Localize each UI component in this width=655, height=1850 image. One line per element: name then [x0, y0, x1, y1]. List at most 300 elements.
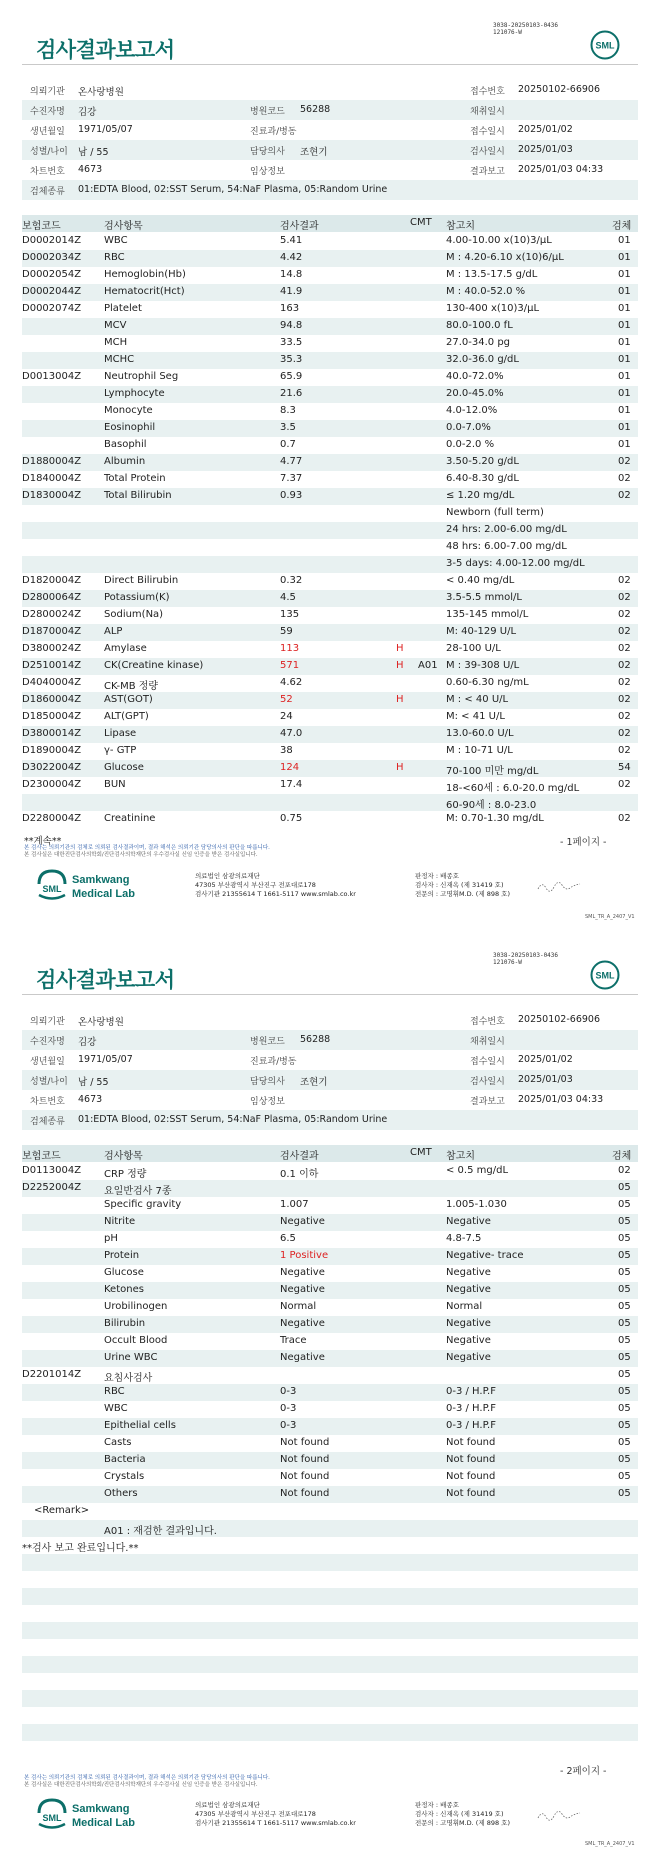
test-result: 0.93 — [280, 490, 303, 501]
test-item: Glucose — [104, 1267, 144, 1278]
specimen-code: 02 — [618, 677, 631, 688]
specimen-code: 05 — [618, 1403, 631, 1414]
table-row — [22, 505, 638, 522]
specimen-code: 01 — [618, 252, 631, 263]
test-result: 59 — [280, 626, 293, 637]
collected-label: 채취일시 — [470, 1037, 505, 1047]
insurance-code: D0002044Z — [22, 286, 82, 297]
signature-icon — [536, 879, 586, 893]
test-item: Basophil — [104, 439, 147, 450]
test-item: ALT(GPT) — [104, 711, 149, 722]
table-row — [22, 267, 638, 284]
doctor-value: 조현기 — [300, 1077, 328, 1088]
specimen-label: 검체종류 — [30, 187, 65, 197]
table-row — [22, 1350, 638, 1367]
col-ref: 참고치 — [446, 221, 475, 232]
reference-range: M : 39-308 U/L — [446, 660, 520, 671]
test-item: AST(GOT) — [104, 694, 153, 705]
test-item: Epithelial cells — [104, 1420, 176, 1431]
reference-range: Negative — [446, 1216, 491, 1227]
specimen-code: 05 — [618, 1284, 631, 1295]
test-result: 0-3 — [280, 1420, 297, 1431]
reference-range: Not found — [446, 1488, 496, 1499]
reference-range: 18-<60세 : 6.0-20.0 mg/dL — [446, 783, 580, 794]
test-result: Not found — [280, 1488, 330, 1499]
test-result: Not found — [280, 1437, 330, 1448]
reference-range: 80.0-100.0 fL — [446, 320, 513, 331]
specimen-code: 01 — [618, 337, 631, 348]
test-item: MCV — [104, 320, 127, 331]
test-item: BUN — [104, 779, 126, 790]
page-number: - 1페이지 - — [560, 837, 607, 848]
reference-range: Not found — [446, 1437, 496, 1448]
specimen-code: 05 — [618, 1267, 631, 1278]
test-item: MCHC — [104, 354, 135, 365]
insurance-code: D0002014Z — [22, 235, 82, 246]
specimen-code: 05 — [618, 1420, 631, 1431]
table-row — [22, 437, 638, 454]
test-item: CK-MB 정량 — [104, 681, 159, 692]
svg-text:Medical Lab: Medical Lab — [72, 888, 135, 900]
table-row — [22, 607, 638, 624]
test-item: Ketones — [104, 1284, 144, 1295]
test-result: 0-3 — [280, 1403, 297, 1414]
reference-range: 3.5-5.5 mmol/L — [446, 592, 522, 603]
barcode-text: 3038-20250103-0436 121076-W — [493, 952, 559, 966]
test-result: 65.9 — [280, 371, 303, 382]
test-result: 3.5 — [280, 422, 296, 433]
test-result: 163 — [280, 303, 300, 314]
accession-label: 접수번호 — [470, 1017, 505, 1027]
test-result: 33.5 — [280, 337, 303, 348]
remark-row — [22, 1537, 638, 1554]
specimen-code: 02 — [618, 643, 631, 654]
table-row — [22, 1248, 638, 1265]
cmt-code: A01 — [418, 660, 438, 671]
insurance-code: D2300004Z — [22, 779, 82, 790]
patient-label: 수진자명 — [30, 1037, 65, 1047]
insurance-code: D1860004Z — [22, 694, 82, 705]
empty-row — [22, 1690, 638, 1707]
reference-range: ≤ 1.20 mg/dL — [446, 490, 515, 501]
table-row — [22, 250, 638, 267]
reference-range: 28-100 U/L — [446, 643, 501, 654]
reported-value: 2025/01/03 04:33 — [518, 164, 604, 175]
signature-icon — [536, 1808, 586, 1822]
reference-range: < 0.5 mg/dL — [446, 1165, 509, 1176]
reference-range: 3.50-5.20 g/dL — [446, 456, 519, 467]
test-item: RBC — [104, 252, 125, 263]
lab-address: 의료법인 삼광의료재단 47305 부산광역시 부산진구 전포대로178 검사기관 21355614 T 1661-5117 www.smlab.co.kr — [195, 872, 356, 898]
form-code: SML_TR_A_2407_V1 — [585, 1841, 635, 1847]
reference-range: 13.0-60.0 U/L — [446, 728, 514, 739]
tested-label: 검사일시 — [470, 147, 505, 157]
reference-range: 130-400 x(10)3/μL — [446, 303, 540, 314]
col-cmt: CMT — [410, 1147, 432, 1158]
col-item: 검사항목 — [104, 221, 143, 232]
test-result: 1.007 — [280, 1199, 309, 1210]
empty-row — [22, 1724, 638, 1741]
specimen-code: 01 — [618, 269, 631, 280]
test-result: Not found — [280, 1471, 330, 1482]
test-result: 21.6 — [280, 388, 303, 399]
specimen-code: 05 — [618, 1471, 631, 1482]
dept-label: 진료과/병동 — [250, 1057, 297, 1067]
test-item: Occult Blood — [104, 1335, 168, 1346]
test-result: 47.0 — [280, 728, 303, 739]
table-row — [22, 556, 638, 573]
test-item: MCH — [104, 337, 128, 348]
specimen-code: 01 — [618, 439, 631, 450]
test-result: Trace — [280, 1335, 307, 1346]
test-item: γ- GTP — [104, 745, 137, 756]
svg-text:SML: SML — [42, 884, 62, 894]
specimen-code: 54 — [618, 762, 631, 773]
test-item: Bilirubin — [104, 1318, 146, 1329]
samkwang-logo-icon — [36, 1795, 146, 1835]
specimen-code: 01 — [618, 303, 631, 314]
empty-row — [22, 1571, 638, 1588]
patient-label: 수진자명 — [30, 107, 65, 117]
reference-range: Negative- trace — [446, 1250, 524, 1261]
test-item: Monocyte — [104, 405, 153, 416]
test-result: Not found — [280, 1454, 330, 1465]
test-item: Total Bilirubin — [104, 490, 172, 501]
reference-range: 4.00-10.00 x(10)3/μL — [446, 235, 552, 246]
table-row — [22, 284, 638, 301]
signatures: 판정자 : 배종호 검사자 : 신재옥 (제 31419 호) 전문의 : 고명휘M.D. (제 898 호) — [415, 1801, 510, 1827]
results-table-header — [22, 1145, 638, 1162]
signatures: 판정자 : 배종호 검사자 : 신재옥 (제 31419 호) 전문의 : 고명휘M.D. (제 898 호) — [415, 872, 510, 898]
insurance-code: D1830004Z — [22, 490, 82, 501]
tested-value: 2025/01/03 — [518, 1074, 573, 1085]
reference-range: M : 4.20-6.10 x(10)6/μL — [446, 252, 564, 263]
reference-range: 1.005-1.030 — [446, 1199, 507, 1210]
lab-address: 의료법인 삼광의료재단 47305 부산광역시 부산진구 전포대로178 검사기관 21355614 T 1661-5117 www.smlab.co.kr — [195, 1801, 356, 1827]
table-row — [22, 709, 638, 726]
empty-row — [22, 1673, 638, 1690]
reference-range: 60-90세 : 8.0-23.0 — [446, 800, 537, 811]
doctor-label: 담당의사 — [250, 147, 285, 157]
test-item: Protein — [104, 1250, 140, 1261]
insurance-code: D2510014Z — [22, 660, 82, 671]
empty-row — [22, 1707, 638, 1724]
reference-range: < 0.40 mg/dL — [446, 575, 515, 586]
reference-range: Not found — [446, 1454, 496, 1465]
test-item: 요침사검사 — [104, 1373, 153, 1384]
test-item: Total Protein — [104, 473, 166, 484]
table-row — [22, 1469, 638, 1486]
reported-label: 결과보고 — [470, 167, 505, 177]
hospital-label: 의뢰기관 — [30, 87, 65, 97]
test-item: Specific gravity — [104, 1199, 182, 1210]
reference-range: 0-3 / H.P.F — [446, 1386, 496, 1397]
form-code: SML_TR_A_2407_V1 — [585, 914, 635, 920]
table-row — [22, 1282, 638, 1299]
report-title: 검사결과보고서 — [36, 968, 175, 992]
test-item: Bacteria — [104, 1454, 146, 1465]
specimen-value: 01:EDTA Blood, 02:SST Serum, 54:NaF Plasma, 05:Random Urine — [78, 1114, 388, 1125]
test-item: Neutrophil Seg — [104, 371, 179, 382]
test-result: Negative — [280, 1352, 325, 1363]
table-row — [22, 386, 638, 403]
footer-note-2: 본 검사실은 대한진단검사의학회/진단검사의학재단의 우수검사실 신임 인증을 받은 검사실입니다. — [24, 852, 258, 858]
reference-range: 0-3 / H.P.F — [446, 1403, 496, 1414]
test-item: Creatinine — [104, 813, 156, 824]
specimen-label: 검체종류 — [30, 1117, 65, 1127]
dob-value: 1971/05/07 — [78, 1054, 133, 1065]
hospital-code-label: 병원코드 — [250, 107, 285, 117]
reference-range: 24 hrs: 2.00-6.00 mg/dL — [446, 524, 567, 535]
reference-range: 32.0-36.0 g/dL — [446, 354, 519, 365]
test-item: WBC — [104, 235, 128, 246]
test-item: Crystals — [104, 1471, 145, 1482]
table-row — [22, 1197, 638, 1214]
accession-value: 20250102-66906 — [518, 1014, 601, 1025]
test-result: 4.5 — [280, 592, 296, 603]
specimen-code: 01 — [618, 354, 631, 365]
test-item: Platelet — [104, 303, 142, 314]
test-item: Glucose — [104, 762, 144, 773]
tested-value: 2025/01/03 — [518, 144, 573, 155]
sml-logo-icon — [590, 30, 620, 60]
reference-range: 40.0-72.0% — [446, 371, 504, 382]
specimen-code: 02 — [618, 694, 631, 705]
table-row — [22, 1180, 638, 1197]
reference-range: 0-3 / H.P.F — [446, 1420, 496, 1431]
specimen-code: 02 — [618, 728, 631, 739]
test-result: 113 — [280, 643, 300, 654]
table-row — [22, 573, 638, 590]
patient-value: 김강 — [78, 1037, 97, 1048]
specimen-code: 02 — [618, 490, 631, 501]
table-row — [22, 471, 638, 488]
dob-label: 생년월일 — [30, 127, 65, 137]
test-item: pH — [104, 1233, 118, 1244]
sml-logo-icon — [590, 960, 620, 990]
reference-range: 20.0-45.0% — [446, 388, 504, 399]
table-row — [22, 1367, 638, 1384]
tested-label: 검사일시 — [470, 1077, 505, 1087]
specimen-code: 01 — [618, 388, 631, 399]
insurance-code: D1890004Z — [22, 745, 82, 756]
insurance-code: D2800024Z — [22, 609, 82, 620]
dept-label: 진료과/병동 — [250, 127, 297, 137]
insurance-code: D0002074Z — [22, 303, 82, 314]
test-item: Albumin — [104, 456, 146, 467]
specimen-code: 02 — [618, 813, 631, 824]
col-spec: 검체 — [612, 1151, 632, 1162]
received-value: 2025/01/02 — [518, 1054, 573, 1065]
table-row — [22, 318, 638, 335]
remark-row — [22, 1520, 638, 1537]
specimen-code: 05 — [618, 1335, 631, 1346]
specimen-code: 05 — [618, 1233, 631, 1244]
svg-text:Samkwang: Samkwang — [72, 1803, 130, 1815]
patient-value: 김강 — [78, 107, 97, 118]
test-result: 571 — [280, 660, 300, 671]
table-row — [22, 1265, 638, 1282]
test-result: 17.4 — [280, 779, 303, 790]
hospital-code-label: 병원코드 — [250, 1037, 285, 1047]
page-number: - 2페이지 - — [560, 1766, 607, 1777]
table-row — [22, 1401, 638, 1418]
test-result: 8.3 — [280, 405, 296, 416]
chart-value: 4673 — [78, 164, 103, 175]
accession-value: 20250102-66906 — [518, 84, 601, 95]
results-table-header — [22, 215, 638, 232]
test-item: Sodium(Na) — [104, 609, 164, 620]
empty-row — [22, 1656, 638, 1673]
test-item: Direct Bilirubin — [104, 575, 179, 586]
specimen-code: 05 — [618, 1199, 631, 1210]
reference-range: Negative — [446, 1335, 491, 1346]
test-result: 1 Positive — [280, 1250, 329, 1261]
reference-range: 48 hrs: 6.00-7.00 mg/dL — [446, 541, 567, 552]
specimen-value: 01:EDTA Blood, 02:SST Serum, 54:NaF Plasma, 05:Random Urine — [78, 184, 388, 195]
test-item: Urine WBC — [104, 1352, 158, 1363]
test-item: Hematocrit(Hct) — [104, 286, 185, 297]
specimen-code: 01 — [618, 405, 631, 416]
table-row — [22, 590, 638, 607]
test-result: 0.7 — [280, 439, 296, 450]
test-result: 41.9 — [280, 286, 303, 297]
test-result: 0.1 이하 — [280, 1169, 319, 1180]
reference-range: 135-145 mmol/L — [446, 609, 529, 620]
reference-range: Newborn (full term) — [446, 507, 544, 518]
test-result: 5.41 — [280, 235, 303, 246]
specimen-code: 02 — [618, 575, 631, 586]
insurance-code: D1850004Z — [22, 711, 82, 722]
insurance-code: D0013004Z — [22, 371, 82, 382]
sex-age-value: 남 / 55 — [78, 1077, 109, 1088]
specimen-code: 05 — [618, 1182, 631, 1193]
reference-range: Negative — [446, 1352, 491, 1363]
reference-range: 0.0-7.0% — [446, 422, 491, 433]
remark-row — [22, 1503, 638, 1520]
report-complete: **검사 보고 완료입니다.** — [22, 1543, 139, 1554]
doctor-value: 조현기 — [300, 147, 328, 158]
test-result: Normal — [280, 1301, 317, 1312]
chart-label: 차트번호 — [30, 167, 65, 177]
dob-label: 생년월일 — [30, 1057, 65, 1067]
insurance-code: D0113004Z — [22, 1165, 82, 1176]
footer-note-1: 본 검사는 의뢰기관의 검체로 의뢰된 검사결과이며, 결과 해석은 의뢰기관 담당의사의 판단을 따릅니다. — [24, 845, 270, 851]
insurance-code: D1840004Z — [22, 473, 82, 484]
specimen-code: 01 — [618, 320, 631, 331]
specimen-code: 05 — [618, 1301, 631, 1312]
svg-text:SML: SML — [595, 40, 615, 51]
title-divider — [22, 64, 638, 65]
test-result: 4.62 — [280, 677, 303, 688]
specimen-code: 02 — [618, 592, 631, 603]
insurance-code: D0002054Z — [22, 269, 82, 280]
table-row — [22, 301, 638, 318]
test-result: 94.8 — [280, 320, 303, 331]
empty-row — [22, 1639, 638, 1656]
sex-age-label: 성별/나이 — [30, 1077, 68, 1087]
reference-range: 0.60-6.30 ng/mL — [446, 677, 529, 688]
specimen-code: 05 — [618, 1250, 631, 1261]
test-item: CRP 정량 — [104, 1169, 147, 1180]
insurance-code: D2201014Z — [22, 1369, 82, 1380]
test-result: 14.8 — [280, 269, 303, 280]
test-item: Lymphocyte — [104, 388, 165, 399]
hospital-code-value: 56288 — [300, 104, 331, 115]
sex-age-value: 남 / 55 — [78, 147, 109, 158]
clinical-label: 임상정보 — [250, 167, 285, 177]
test-result: Negative — [280, 1318, 325, 1329]
specimen-code: 05 — [618, 1318, 631, 1329]
reference-range: Not found — [446, 1471, 496, 1482]
reported-value: 2025/01/03 04:33 — [518, 1094, 604, 1105]
specimen-code: 02 — [618, 473, 631, 484]
hospital-value: 온사랑병원 — [78, 87, 124, 98]
footer-note-1: 본 검사는 의뢰기관의 검체로 의뢰된 검사결과이며, 결과 해석은 의뢰기관 담당의사의 판단을 따릅니다. — [24, 1775, 270, 1781]
insurance-code: D1880004Z — [22, 456, 82, 467]
reference-range: M: 40-129 U/L — [446, 626, 517, 637]
reference-range: M : 40.0-52.0 % — [446, 286, 526, 297]
reference-range: 6.40-8.30 g/dL — [446, 473, 519, 484]
insurance-code: D1870004Z — [22, 626, 82, 637]
accession-label: 접수번호 — [470, 87, 505, 97]
insurance-code: D3800014Z — [22, 728, 82, 739]
col-result: 검사결과 — [280, 221, 319, 232]
col-item: 검사항목 — [104, 1151, 143, 1162]
reference-range: Negative — [446, 1318, 491, 1329]
table-row — [22, 1231, 638, 1248]
table-row — [22, 352, 638, 369]
test-item: Nitrite — [104, 1216, 136, 1227]
test-result: 0.32 — [280, 575, 303, 586]
col-result: 검사결과 — [280, 1151, 319, 1162]
specimen-code: 05 — [618, 1352, 631, 1363]
reference-range: Negative — [446, 1284, 491, 1295]
hospital-label: 의뢰기관 — [30, 1017, 65, 1027]
test-result: Negative — [280, 1267, 325, 1278]
table-row — [22, 1333, 638, 1350]
table-row — [22, 403, 638, 420]
test-result: 7.37 — [280, 473, 303, 484]
test-item: Others — [104, 1488, 138, 1499]
table-row — [22, 1214, 638, 1231]
test-item: ALP — [104, 626, 123, 637]
specimen-code: 01 — [618, 286, 631, 297]
specimen-code: 02 — [618, 1165, 631, 1176]
sex-age-label: 성별/나이 — [30, 147, 68, 157]
report-title: 검사결과보고서 — [36, 38, 175, 62]
table-row — [22, 454, 638, 471]
table-row — [22, 369, 638, 386]
table-row — [22, 1418, 638, 1435]
specimen-code: 05 — [618, 1454, 631, 1465]
reference-range: M : 10-71 U/L — [446, 745, 513, 756]
empty-row — [22, 1605, 638, 1622]
flag-indicator: H — [396, 762, 404, 773]
col-ref: 참고치 — [446, 1151, 475, 1162]
test-item: Amylase — [104, 643, 147, 654]
received-label: 접수일시 — [470, 127, 505, 137]
received-value: 2025/01/02 — [518, 124, 573, 135]
insurance-code: D2280004Z — [22, 813, 82, 824]
empty-row — [22, 1741, 638, 1758]
table-row — [22, 1316, 638, 1333]
test-result: Negative — [280, 1216, 325, 1227]
table-row — [22, 675, 638, 692]
table-row — [22, 1452, 638, 1469]
table-row — [22, 658, 638, 675]
hospital-value: 온사랑병원 — [78, 1017, 124, 1028]
